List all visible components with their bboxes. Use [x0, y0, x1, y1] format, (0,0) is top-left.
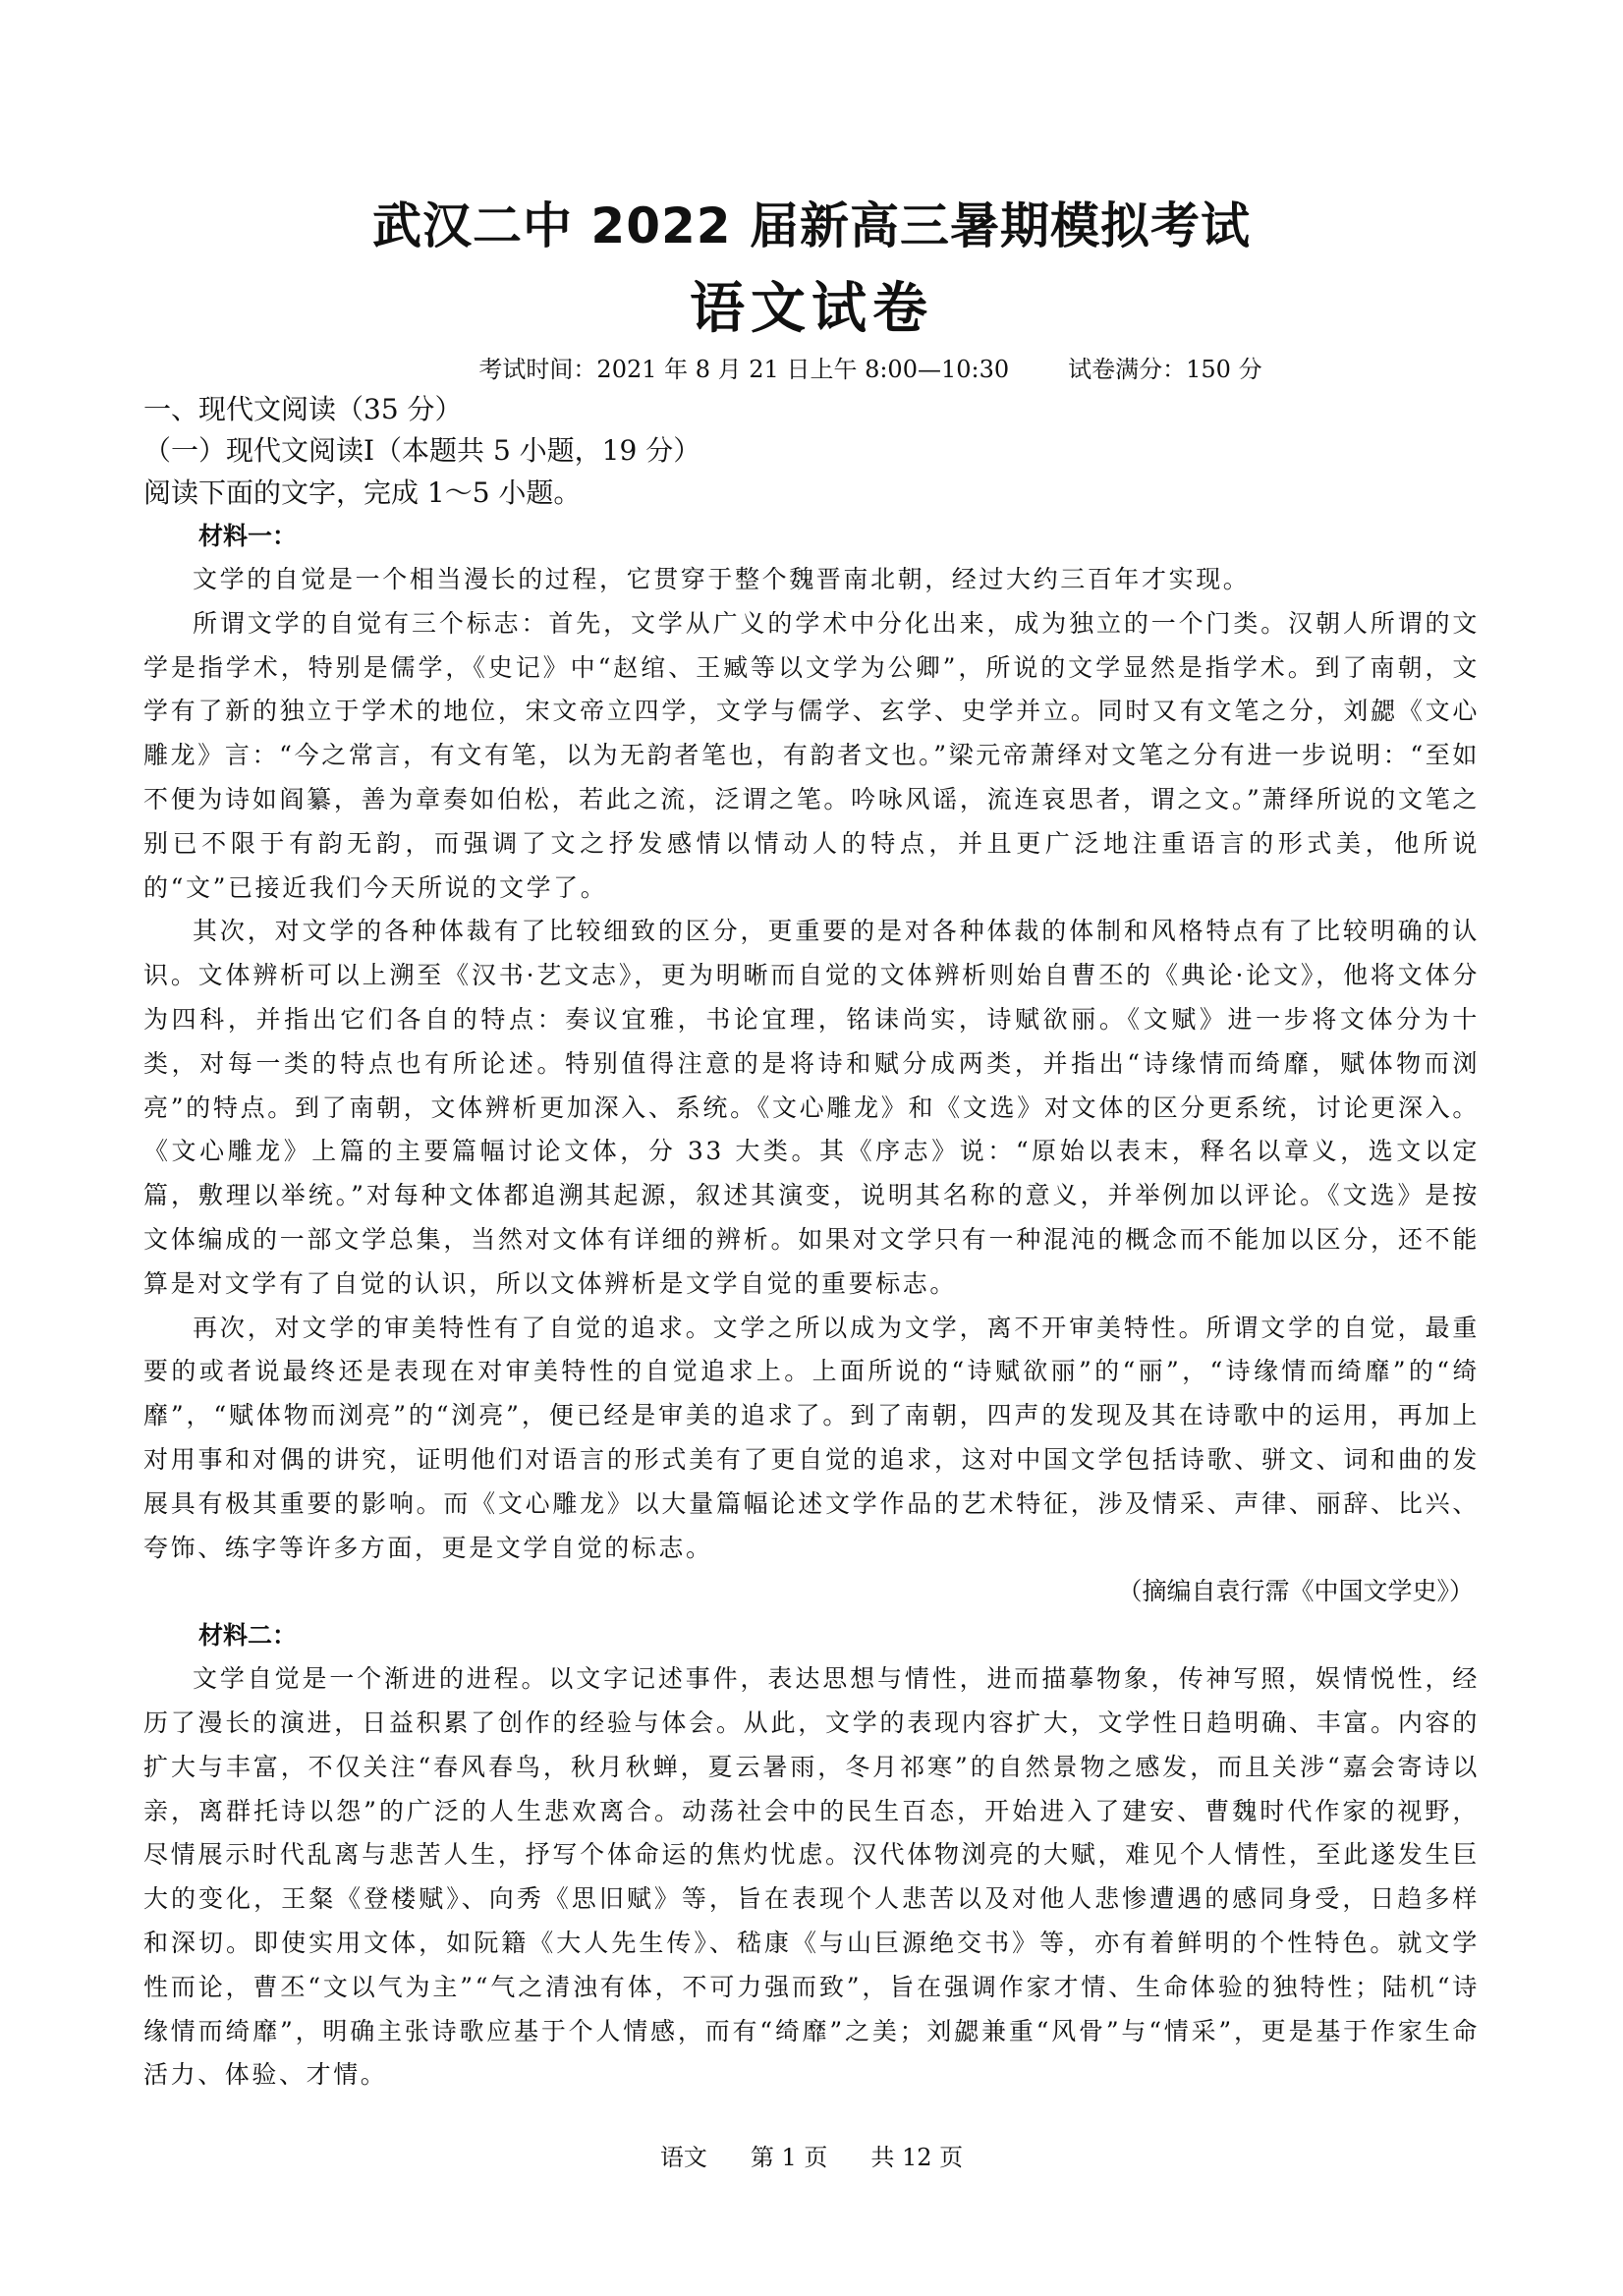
material-one-source: （摘编自袁行霈《中国文学史》）	[1117, 1577, 1474, 1606]
material-one-paragraph: 所谓文学的自觉有三个标志：首先，文学从广义的学术中分化出来，成为独立的一个门类。汉朝人所谓的文学是指学术，特别是儒学，《史记》中“赵绾、王臧等以文学为公卿”，所说的文学显然是指学术。到了南朝，文学有了新的独立于学术的地位，宋文帝立四学，文学与儒学、玄学、史学并立。同时又有文笔之分，刘勰《文心雕龙》言：“今之常言，有文有笔，以为无韵者笔也，有韵者文也。”梁元帝萧绎对文笔之分有进一步说明：“至如不便为诗如阎纂，善为章奏如伯松，若此之流，泛谓之笔。吟咏风谣，流连哀思者，谓之文。”萧绎所说的文笔之别已不限于有韵无韵，而强调了文之抒发感情以情动人的特点，并且更广泛地注重语言的形式美，他所说的“文”已接近我们今天所说的文学了。	[143, 608, 1480, 902]
page-content	[143, 187, 1480, 2098]
exam-time: 考试时间：2021 年 8 月 21 日上午 8:00—10:30	[478, 356, 1010, 383]
exam-subtitle: 语文试卷	[690, 277, 933, 341]
material-two-label: 材料二：	[198, 1621, 298, 1651]
exam-info	[261, 350, 1480, 389]
footer-subject: 语文	[659, 2144, 707, 2171]
exam-title: 武汉二中 2022 届新高三暑期模拟考试	[372, 197, 1251, 254]
full-score: 试卷满分：150 分	[1068, 356, 1262, 383]
material-one-paragraph: 文学的自觉是一个相当漫长的过程，它贯穿于整个魏晋南北朝，经过大约三百年才实现。	[193, 565, 1251, 593]
footer-page-number: 第 1 页	[750, 2144, 828, 2171]
section-heading: 一、现代文阅读（35 分）	[143, 393, 463, 425]
material-one-label: 材料一：	[198, 522, 298, 550]
section-subheading: （一）现代文阅读Ⅰ（本题共 5 小题，19 分）	[143, 434, 701, 467]
material-one-paragraph: 再次，对文学的审美特性有了自觉的追求。文学之所以成为文学，离不开审美特性。所谓文学的自觉，最重要的或者说最终还是表现在对审美特性的自觉追求上。上面所说的“诗赋欲丽”的“丽”，“诗缘情而绮靡”的“绮靡”，“赋体物而浏亮”的“浏亮”，便已经是审美的追求了。到了南朝，四声的发现及其在诗歌中的运用，再加上对用事和对偶的讲究，证明他们对语言的形式美有了更自觉的追求，这对中国文学包括诗歌、骈文、词和曲的发展具有极其重要的影响。而《文心雕龙》以大量篇幅论述文学作品的艺术特征，涉及情采、声律、丽辞、比兴、夸饰、练字等许多方面，更是文学自觉的标志。	[143, 1313, 1480, 1562]
material-one-paragraph: 其次，对文学的各种体裁有了比较细致的区分，更重要的是对各种体裁的体制和风格特点有了比较明确的认识。文体辨析可以上溯至《汉书·艺文志》，更为明晰而自觉的文体辨析则始自曹丕的《典论·论文》，他将文体分为四科，并指出它们各自的特点：奏议宜雅，书论宜理，铭诔尚实，诗赋欲丽。《文赋》进一步将文体分为十类，对每一类的特点也有所论述。特别值得注意的是将诗和赋分成两类，并指出“诗缘情而绮靡，赋体物而浏亮”的特点。到了南朝，文体辨析更加深入、系统。《文心雕龙》和《文选》对文体的区分更系统，讨论更深入。《文心雕龙》上篇的主要篇幅讨论文体，分 33 大类。其《序志》说：“原始以表末，释名以章义，选文以定篇，敷理以举统。”对每种文体都追溯其起源，叙述其演变，说明其名称的意义，并举例加以评论。《文选》是按文体编成的一部文学总集，当然对文体有详细的辨析。如果对文学只有一种混沌的概念而不能加以区分，还不能算是对文学有了自觉的认识，所以文体辨析是文学自觉的重要标志。	[143, 917, 1480, 1298]
page-footer	[0, 2140, 1623, 2175]
footer-total-pages: 共 12 页	[870, 2144, 964, 2171]
material-two-paragraph: 文学自觉是一个渐进的进程。以文字记述事件，表达思想与情性，进而描摹物象，传神写照，娱情悦性，经历了漫长的演进，日益积累了创作的经验与体会。从此，文学的表现内容扩大，文学性日趋明确、丰富。内容的扩大与丰富，不仅关注“春风春鸟，秋月秋蝉，夏云暑雨，冬月祁寒”的自然景物之感发，而且关涉“嘉会寄诗以亲，离群托诗以怨”的广泛的人生悲欢离合。动荡社会中的民生百态，开始进入了建安、曹魏时代作家的视野，尽情展示时代乱离与悲苦人生，抒写个体命运的焦灼忧虑。汉代体物浏亮的大赋，难见个人情性，至此遂发生巨大的变化，王粲《登楼赋》、向秀《思旧赋》等，旨在表现个人悲苦以及对他人悲惨遭遇的感同身受，日趋多样和深切。即使实用文体，如阮籍《大人先生传》、嵇康《与山巨源绝交书》等，亦有着鲜明的个性特色。就文学性而论，曹丕“文以气为主”“气之清浊有体，不可力强而致”，旨在强调作家才情、生命体验的独特性；陆机“诗缘情而绮靡”，明确主张诗歌应基于个人情感，而有“绮靡”之美；刘勰兼重“风骨”与“情采”，更是基于作家生命活力、体验、才情。	[143, 1664, 1480, 2090]
reading-instruction: 阅读下面的文字，完成 1～5 小题。	[143, 476, 582, 509]
